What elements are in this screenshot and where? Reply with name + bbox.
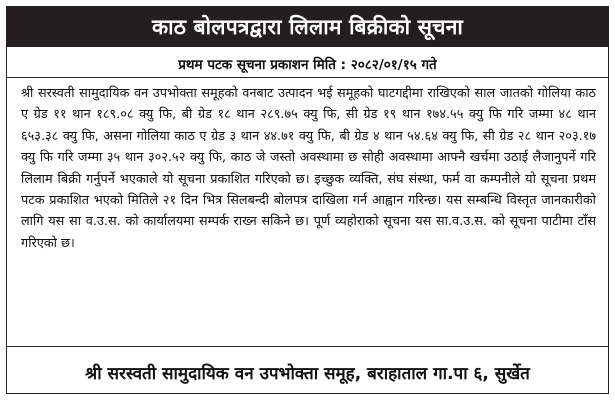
- issuer-footer: [7, 353, 608, 391]
- issuer-name: श्री सरस्वती सामुदायिक वन उपभोक्ता समूह, बराहाताल गा.पा ६, सुर्खेत: [85, 363, 530, 384]
- divider-top: [7, 77, 608, 78]
- divider-bottom: [7, 346, 608, 347]
- publish-date: २०८२/०१/१५ गते: [350, 57, 437, 73]
- notice-box: [6, 6, 609, 394]
- publish-date-label: प्रथम पटक सूचना प्रकाशन मिति :: [178, 57, 347, 73]
- title-bar: [7, 7, 608, 47]
- publish-date-line: [7, 55, 608, 73]
- notice-title: काठ बोलपत्रद्वारा लिलाम बिक्रीको सूचना: [151, 15, 464, 39]
- notice-body: श्री सरस्वती सामुदायिक वन उपभोक्ता समूहको वनबाट उत्पादन भई समूहको घाटगद्दीमा राखिएको साल जातको गोलिया काठ ए ग्रेड ११ थान १८९.०८ क्यु फि, बी ग्रेड १८ थान २८९.७५ क्यु फि, सी ग्रेड १९ थान १७४.५५ क्यु फि गरि जम्मा ४८ थान ६५३.३८ क्यु फि, असना गोलिया काठ ए ग्रेड ३ थान ४४.७१ क्यु फि, बी ग्रेड ४ थान ५४.६४ क्यु फि, सी ग्रेड २८ थान २०३.१७ क्यु फि गरि जम्मा ३५ थान ३०२.५२ क्यु फि, काठ जे जस्तो अवस्थामा छ सोही अवस्थामा आफ्नै खर्चमा उठाई लैजानुपर्ने गरि लिलाम बिक्री गर्नुपर्ने भएकाले यो सूचना प्रकाशित गरिएको छ। इच्छुक व्यक्ति, संघ संस्था, फर्म वा कम्पनीले यो सूचना प्रथम पटक प्रकाशित भएको मितिले २१ दिन भित्र सिलबन्दी बोलपत्र दाखिला गर्न आह्वान गरिन्छ। यस सम्बन्धि विस्तृत जानकारीको लागि यस सा व.उ.स. को कार्यालयमा सम्पर्क राख्न सकिने छ। पूर्ण व्यहोराको सूचना यस सा.व.उ.स. को सूचना पाटीमा टाँस गरिएको छ।: [21, 86, 596, 251]
